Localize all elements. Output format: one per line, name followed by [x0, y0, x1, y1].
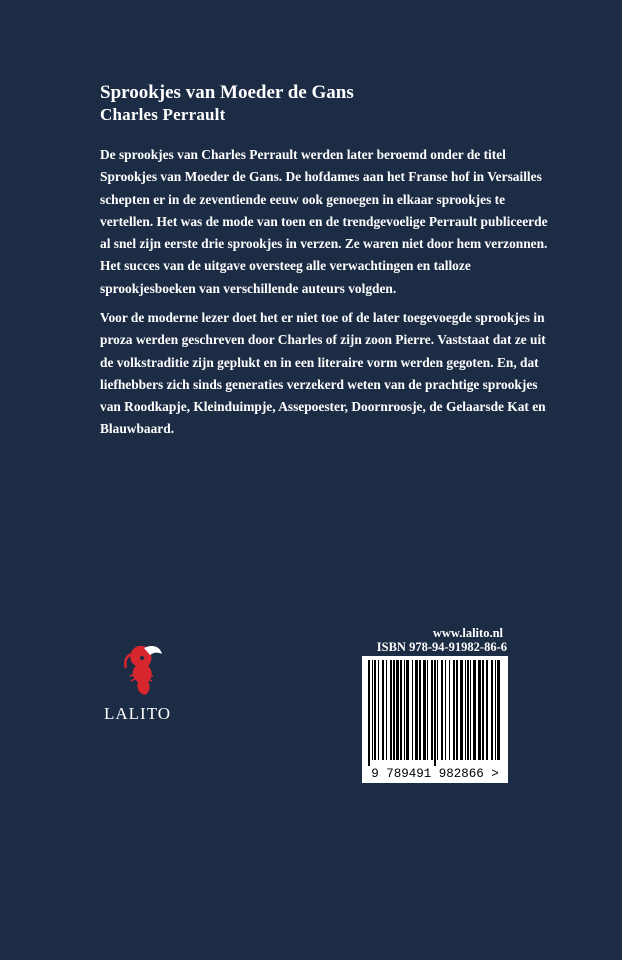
blurb-line: Sprookjes van Moeder de Gans. De hofdames aan het Franse hof in Versailles — [100, 169, 542, 185]
barcode-bar — [467, 660, 469, 760]
barcode-bar — [390, 660, 392, 760]
barcode-bar — [382, 660, 384, 760]
barcode-bar — [470, 660, 471, 760]
barcode-bar — [431, 660, 433, 760]
barcode-bar — [437, 660, 438, 760]
barcode-bar — [478, 660, 481, 760]
barcode-bar — [404, 660, 405, 760]
barcode-bar — [419, 660, 421, 760]
publisher-name: LALITO — [104, 704, 172, 723]
barcode-bar — [473, 660, 476, 760]
blurb-line: Het succes van de uitgave oversteeg alle verwachtingen en talloze — [100, 258, 471, 274]
barcode-bar — [497, 660, 500, 760]
blurb-paragraph-2 — [100, 307, 546, 441]
barcode-bar — [374, 660, 376, 760]
barcode-bar — [495, 660, 496, 760]
barcode-bar — [427, 660, 428, 760]
barcode-bar — [486, 660, 488, 760]
blurb-line: De sprookjes van Charles Perrault werden later beroemd onder de titel — [100, 147, 506, 162]
blurb-line: van Roodkapje, Kleinduimpje, Assepoester, Doornroosje, de Gelaarsde Kat en — [100, 399, 546, 415]
book-title: Sprookjes van Moeder de Gans — [100, 82, 354, 103]
barcode-graphic — [362, 656, 508, 783]
blurb-paragraph-1 — [100, 144, 548, 300]
blurb-line: al snel zijn eerste drie sprookjes in verzen. Ze waren niet door hem verzonnen. — [100, 236, 548, 252]
barcode-bar — [396, 660, 399, 760]
blurb-line: proza werden geschreven door Charles of zijn zoon Pierre. Vaststaat dat ze uit — [100, 332, 546, 348]
isbn-label: ISBN 978-94-91982-86-6 — [376, 640, 507, 654]
barcode-bar — [423, 660, 426, 760]
barcode-bar — [400, 660, 402, 760]
blurb-line: liefhebbers zich sinds generaties verzekerd weten van de prachtige sprookjes — [100, 376, 538, 392]
barcode-bar — [434, 660, 436, 766]
barcode-bar — [491, 660, 493, 760]
barcode-bar — [441, 660, 443, 760]
barcode-digits: 9 789491 982866 > — [371, 767, 499, 781]
blurb-line: schepten er in de zeventiende eeuw ook genoegen in elkaar sprookjes te — [100, 191, 506, 207]
title-block — [100, 82, 354, 126]
book-author: Charles Perrault — [100, 105, 226, 124]
blurb-line: Blauwbaard. — [100, 421, 175, 437]
barcode-bar — [465, 660, 466, 760]
lobster-icon — [112, 640, 172, 698]
barcode-bar — [445, 660, 446, 760]
barcode-bar — [393, 660, 395, 760]
barcode — [362, 656, 508, 783]
blurb-line: sprookjesboeken van verschillende auteurs volgden. — [100, 280, 397, 296]
barcode-bar — [415, 660, 418, 760]
blurb-line: de volkstraditie zijn geplukt en in een literaire vorm werden gegoten. En, dat — [100, 354, 539, 370]
barcode-bar — [482, 660, 484, 760]
blurb-line: Voor de moderne lezer doet het er niet toe of de later toegevoegde sprookjes in — [100, 310, 545, 325]
barcode-bar — [372, 660, 373, 760]
barcode-bar — [412, 660, 413, 760]
barcode-bar — [378, 660, 379, 760]
barcode-bar — [460, 660, 463, 760]
barcode-block — [359, 626, 509, 781]
barcode-bar — [386, 660, 387, 760]
barcode-bar — [449, 660, 450, 760]
barcode-bar — [368, 660, 370, 766]
barcode-bar — [456, 660, 458, 760]
barcode-bar — [453, 660, 455, 760]
publisher-website: www.lalito.nl — [432, 626, 503, 640]
blurb-line: vertellen. Het was de mode van toen en de trendgevoelige Perrault publiceerde — [100, 213, 548, 229]
barcode-bar — [406, 660, 409, 760]
